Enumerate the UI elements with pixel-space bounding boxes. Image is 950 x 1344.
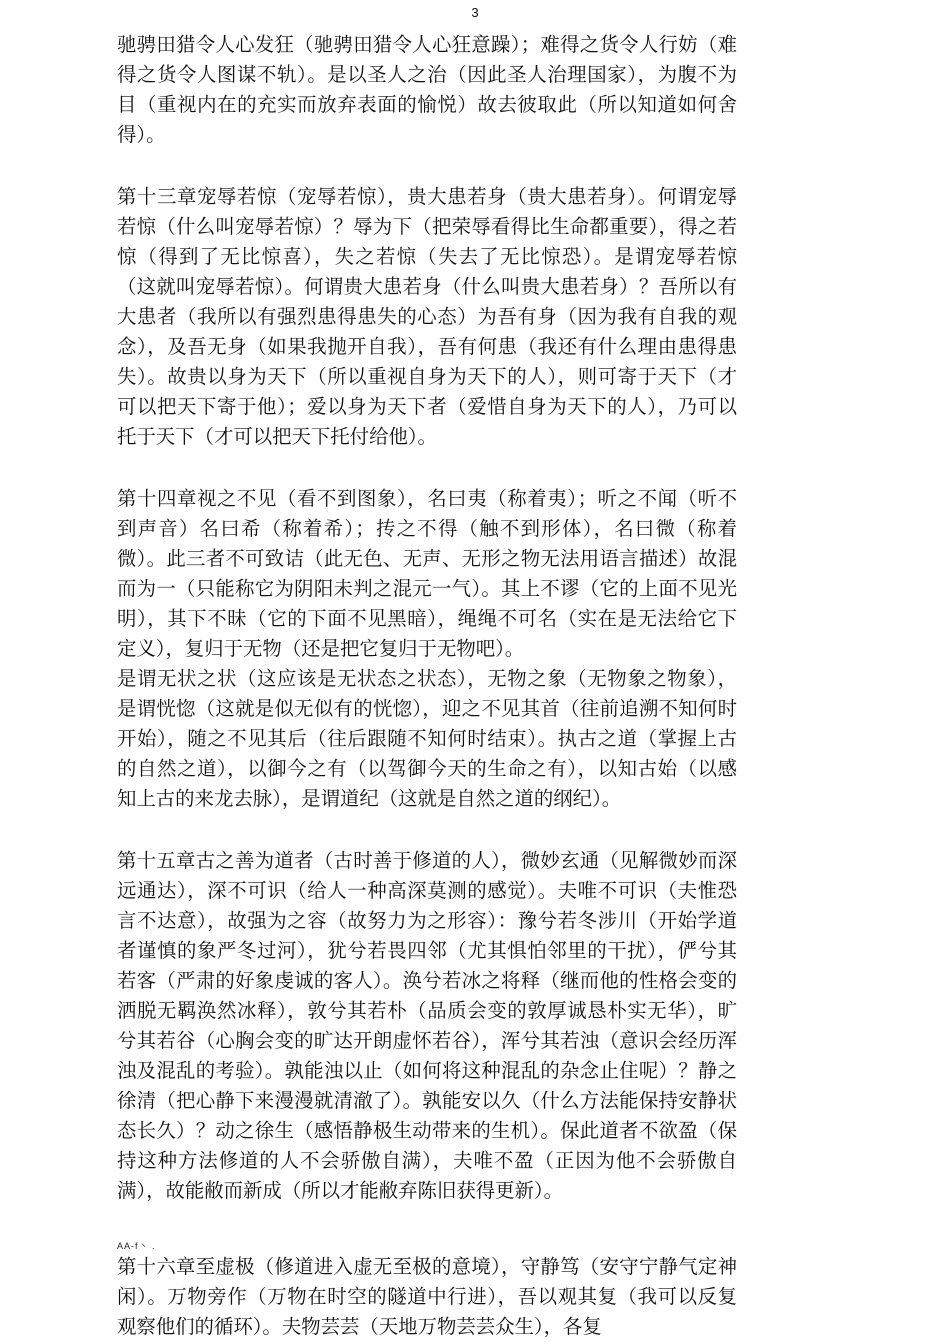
document-body xyxy=(117,30,737,1342)
paragraph-gap xyxy=(117,1206,737,1238)
paragraph-gap xyxy=(117,814,737,846)
paragraph-intro: 驰骋田猎令人心发狂（驰骋田猎令人心狂意躁）；难得之货令人行妨（难得之货令人图谋不轨）。是以圣人之治（因此圣人治理国家），为腹不为目（重视内在的充实而放弃表面的愉悦）故去彼取此（所以知道如何舍得）。 xyxy=(117,33,737,146)
page-number: 3 xyxy=(471,5,479,20)
paragraph-chapter-15: 第十五章古之善为道者（古时善于修道的人），微妙玄通（见解微妙而深远通达），深不可识（给人一种高深莫测的感觉）。夫唯不可识（夫惟恐言不达意），故强为之容（故努力为之形容）：豫兮若冬涉川（开始学道者谨慎的象严冬过河），犹兮若畏四邻（尤其惧怕邻里的干扰），俨兮其若客（严肃的好象虔诚的客人）。涣兮若冰之将释（继而他的性格会变的洒脱无羁涣然冰释），敦兮其若朴（品质会变的敦厚诚恳朴实无华），旷兮其若谷（心胸会变的旷达开朗虚怀若谷），浑兮其若浊（意识会经历浑浊及混乱的考验）。孰能浊以止（如何将这种混乱的杂念止住呢）？静之徐清（把心静下来漫漫就清澈了）。孰能安以久（什么方法能保持安静状态长久）？动之徐生（感悟静极生动带来的生机）。保此道者不欲盈（保持这种方法修道的人不会骄傲自满），夫唯不盈（正因为他不会骄傲自满），故能敝而新成（所以才能敝弃陈旧获得更新）。 xyxy=(117,849,737,1202)
paragraph-chapter-13: 第十三章宠辱若惊（宠辱若惊），贵大患若身（贵大患若身）。何谓宠辱若惊（什么叫宠辱若惊）？辱为下（把荣辱看得比生命都重要），得之若惊（得到了无比惊喜），失之若惊（失去了无比惊恐）。是谓宠辱若惊（这就叫宠辱若惊）。何谓贵大患若身（什么叫贵大患若身）？吾所以有大患者（我所以有强烈患得患失的心态）为吾有身（因为我有自我的观念），及吾无身（如果我抛开自我），吾有何患（我还有什么理由患得患失）。故贵以身为天下（所以重视自身为天下的人），则可寄于天下（才可以把天下寄于他）；爱以身为天下者（爱惜自身为天下的人），乃可以托于天下（才可以把天下托付给他）。 xyxy=(117,185,737,448)
paragraph-chapter-16: 第十六章至虚极（修道进入虚无至极的意境），守静笃（安守宁静气定神闲）。万物旁作（万物在时空的隧道中行进），吾以观其复（我可以反复观察他们的循环）。夫物芸芸（天地万物芸芸众生），各复 xyxy=(117,1255,737,1338)
paragraph-gap xyxy=(117,452,737,484)
paragraph-chapter-14: 第十四章视之不见（看不到图象），名曰夷（称着夷）；听之不闻（听不到声音）名曰希（称着希）；抟之不得（触不到形体），名曰微（称着微）。此三者不可致诘（此无色、无声、无形之物无法用语言描述）故混而为一（只能称它为阴阳未判之混元一气）。其上不谬（它的上面不见光明），其下不昧（它的下面不见黑暗），绳绳不可名（实在是无法给它下定义），复归于无物（还是把它复归于无物吧）。 xyxy=(117,487,737,660)
paragraph-chapter-14-continued: 是谓无状之状（这应该是无状态之状态），无物之象（无物象之物象），是谓恍惚（这就是似无似有的恍惚），迎之不见其首（往前追溯不知何时开始），随之不见其后（往后跟随不知何时结束）。执古之道（掌握上古的自然之道），以御今之有（以驾御今天的生命之有），以知古始（以感知上古的来龙去脉），是谓道纪（这就是自然之道的纲纪）。 xyxy=(117,667,737,810)
paragraph-gap xyxy=(117,150,737,182)
stray-marker: AA-f丶 . xyxy=(117,1241,156,1251)
